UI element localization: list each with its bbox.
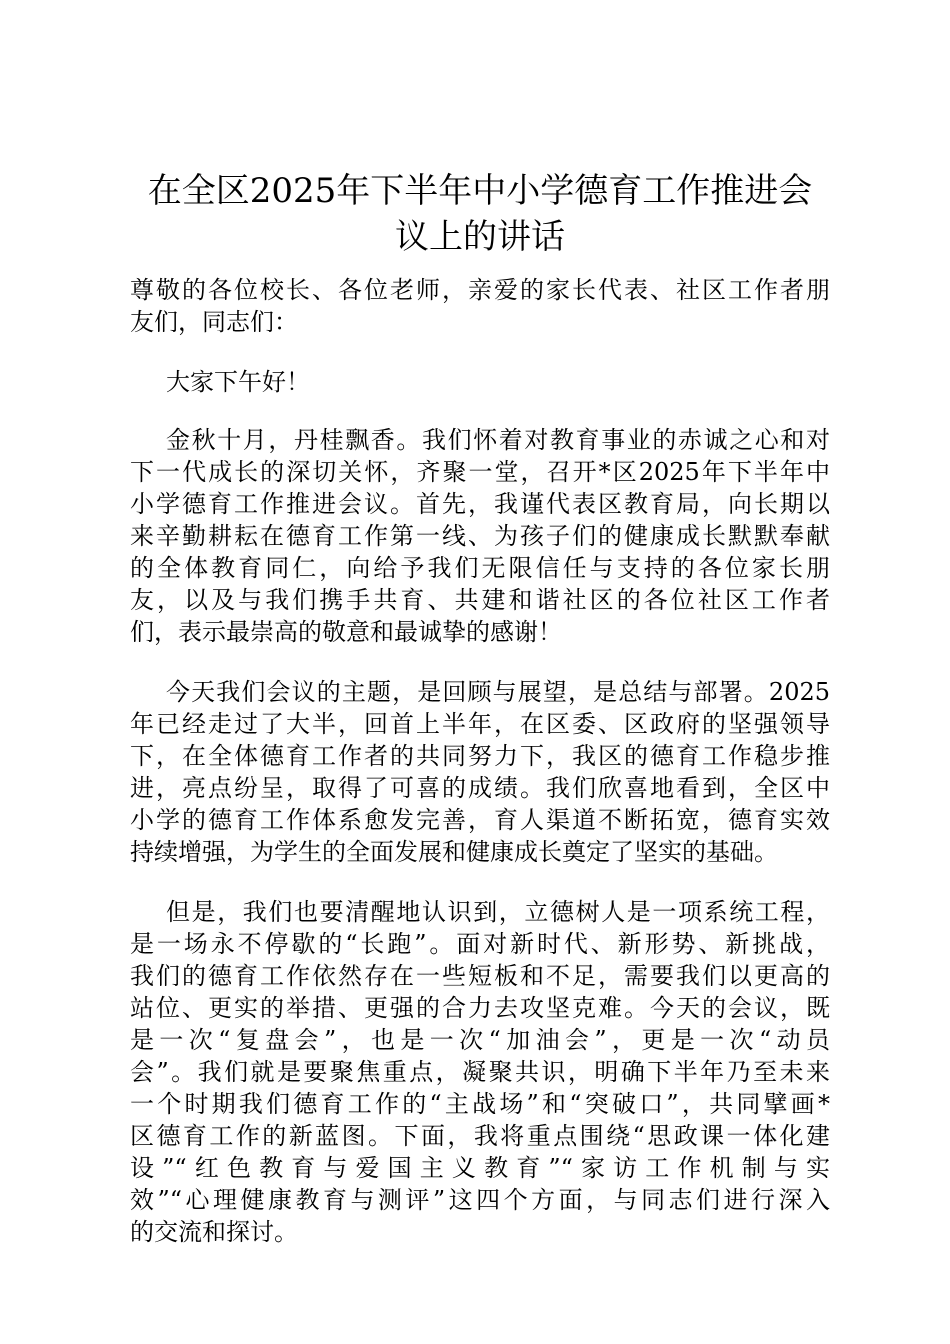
paragraph-3-line: 设”“红色教育与爱国主义教育”“家访工作机制与实: [130, 1154, 830, 1182]
paragraph-3-line: 一个时期我们德育工作的“主战场”和“突破口”，共同擘画*: [130, 1090, 830, 1118]
paragraph-2: [130, 676, 830, 868]
paragraph-2-line: 下，在全体德育工作者的共同努力下，我区的德育工作稳步推: [130, 742, 830, 770]
paragraph-3-line: 我们的德育工作依然存在一些短板和不足，需要我们以更高的: [130, 962, 830, 990]
salutation-line-1: 尊敬的各位校长、各位老师，亲爱的家长代表、社区工作者朋: [130, 276, 830, 304]
paragraph-2-line: 持续增强，为学生的全面发展和健康成长奠定了坚实的基础。: [130, 838, 778, 866]
paragraph-3-line: 但是，我们也要清醒地认识到，立德树人是一项系统工程，: [166, 898, 830, 926]
paragraph-3-line: 效”“心理健康教育与测评”这四个方面，与同志们进行深入: [130, 1186, 830, 1214]
document-page: [130, 168, 830, 1248]
paragraph-3-line: 会”。我们就是要聚焦重点，凝聚共识，明确下半年乃至未来: [130, 1058, 830, 1086]
salutation-line-2: 友们，同志们：: [130, 308, 298, 336]
paragraph-2-line: 今天我们会议的主题，是回顾与展望，是总结与部署。2025: [166, 678, 830, 706]
paragraph-3-line: 是一次“复盘会”，也是一次“加油会”，更是一次“动员: [130, 1026, 830, 1054]
paragraph-1-line: 小学德育工作推进会议。首先，我谨代表区教育局，向长期以: [130, 490, 830, 518]
paragraph-1-line: 下一代成长的深切关怀，齐聚一堂，召开*区2025年下半年中: [130, 458, 830, 486]
title-line-1: 在全区2025年下半年中小学德育工作推进会: [147, 171, 813, 211]
document-title: [130, 168, 830, 260]
greeting: [130, 366, 830, 398]
paragraph-1-line: 来辛勤耕耘在德育工作第一线、为孩子们的健康成长默默奉献: [130, 522, 830, 550]
salutation: [130, 274, 830, 338]
paragraph-1-line: 们，表示最崇高的敬意和最诚挚的感谢！: [130, 618, 562, 646]
greeting-text: 大家下午好！: [166, 368, 310, 396]
paragraph-2-line: 进，亮点纷呈，取得了可喜的成绩。我们欣喜地看到，全区中: [130, 774, 830, 802]
paragraph-1-line: 的全体教育同仁，向给予我们无限信任与支持的各位家长朋: [130, 554, 830, 582]
paragraph-3-line: 的交流和探讨。: [130, 1218, 298, 1246]
paragraph-1-line: 友，以及与我们携手共育、共建和谐社区的各位社区工作者: [130, 586, 830, 614]
paragraph-2-line: 年已经走过了大半，回首上半年，在区委、区政府的坚强领导: [130, 710, 830, 738]
title-line-2: 议上的讲话: [395, 217, 565, 257]
paragraph-3-line: 站位、更实的举措、更强的合力去攻坚克难。今天的会议，既: [130, 994, 830, 1022]
paragraph-2-line: 小学的德育工作体系愈发完善，育人渠道不断拓宽，德育实效: [130, 806, 830, 834]
paragraph-3-line: 是一场永不停歇的“长跑”。面对新时代、新形势、新挑战，: [130, 930, 830, 958]
paragraph-1: [130, 424, 830, 648]
paragraph-3-line: 区德育工作的新蓝图。下面，我将重点围绕“思政课一体化建: [130, 1122, 830, 1150]
paragraph-3: [130, 896, 830, 1248]
paragraph-1-line: 金秋十月，丹桂飘香。我们怀着对教育事业的赤诚之心和对: [166, 426, 830, 454]
